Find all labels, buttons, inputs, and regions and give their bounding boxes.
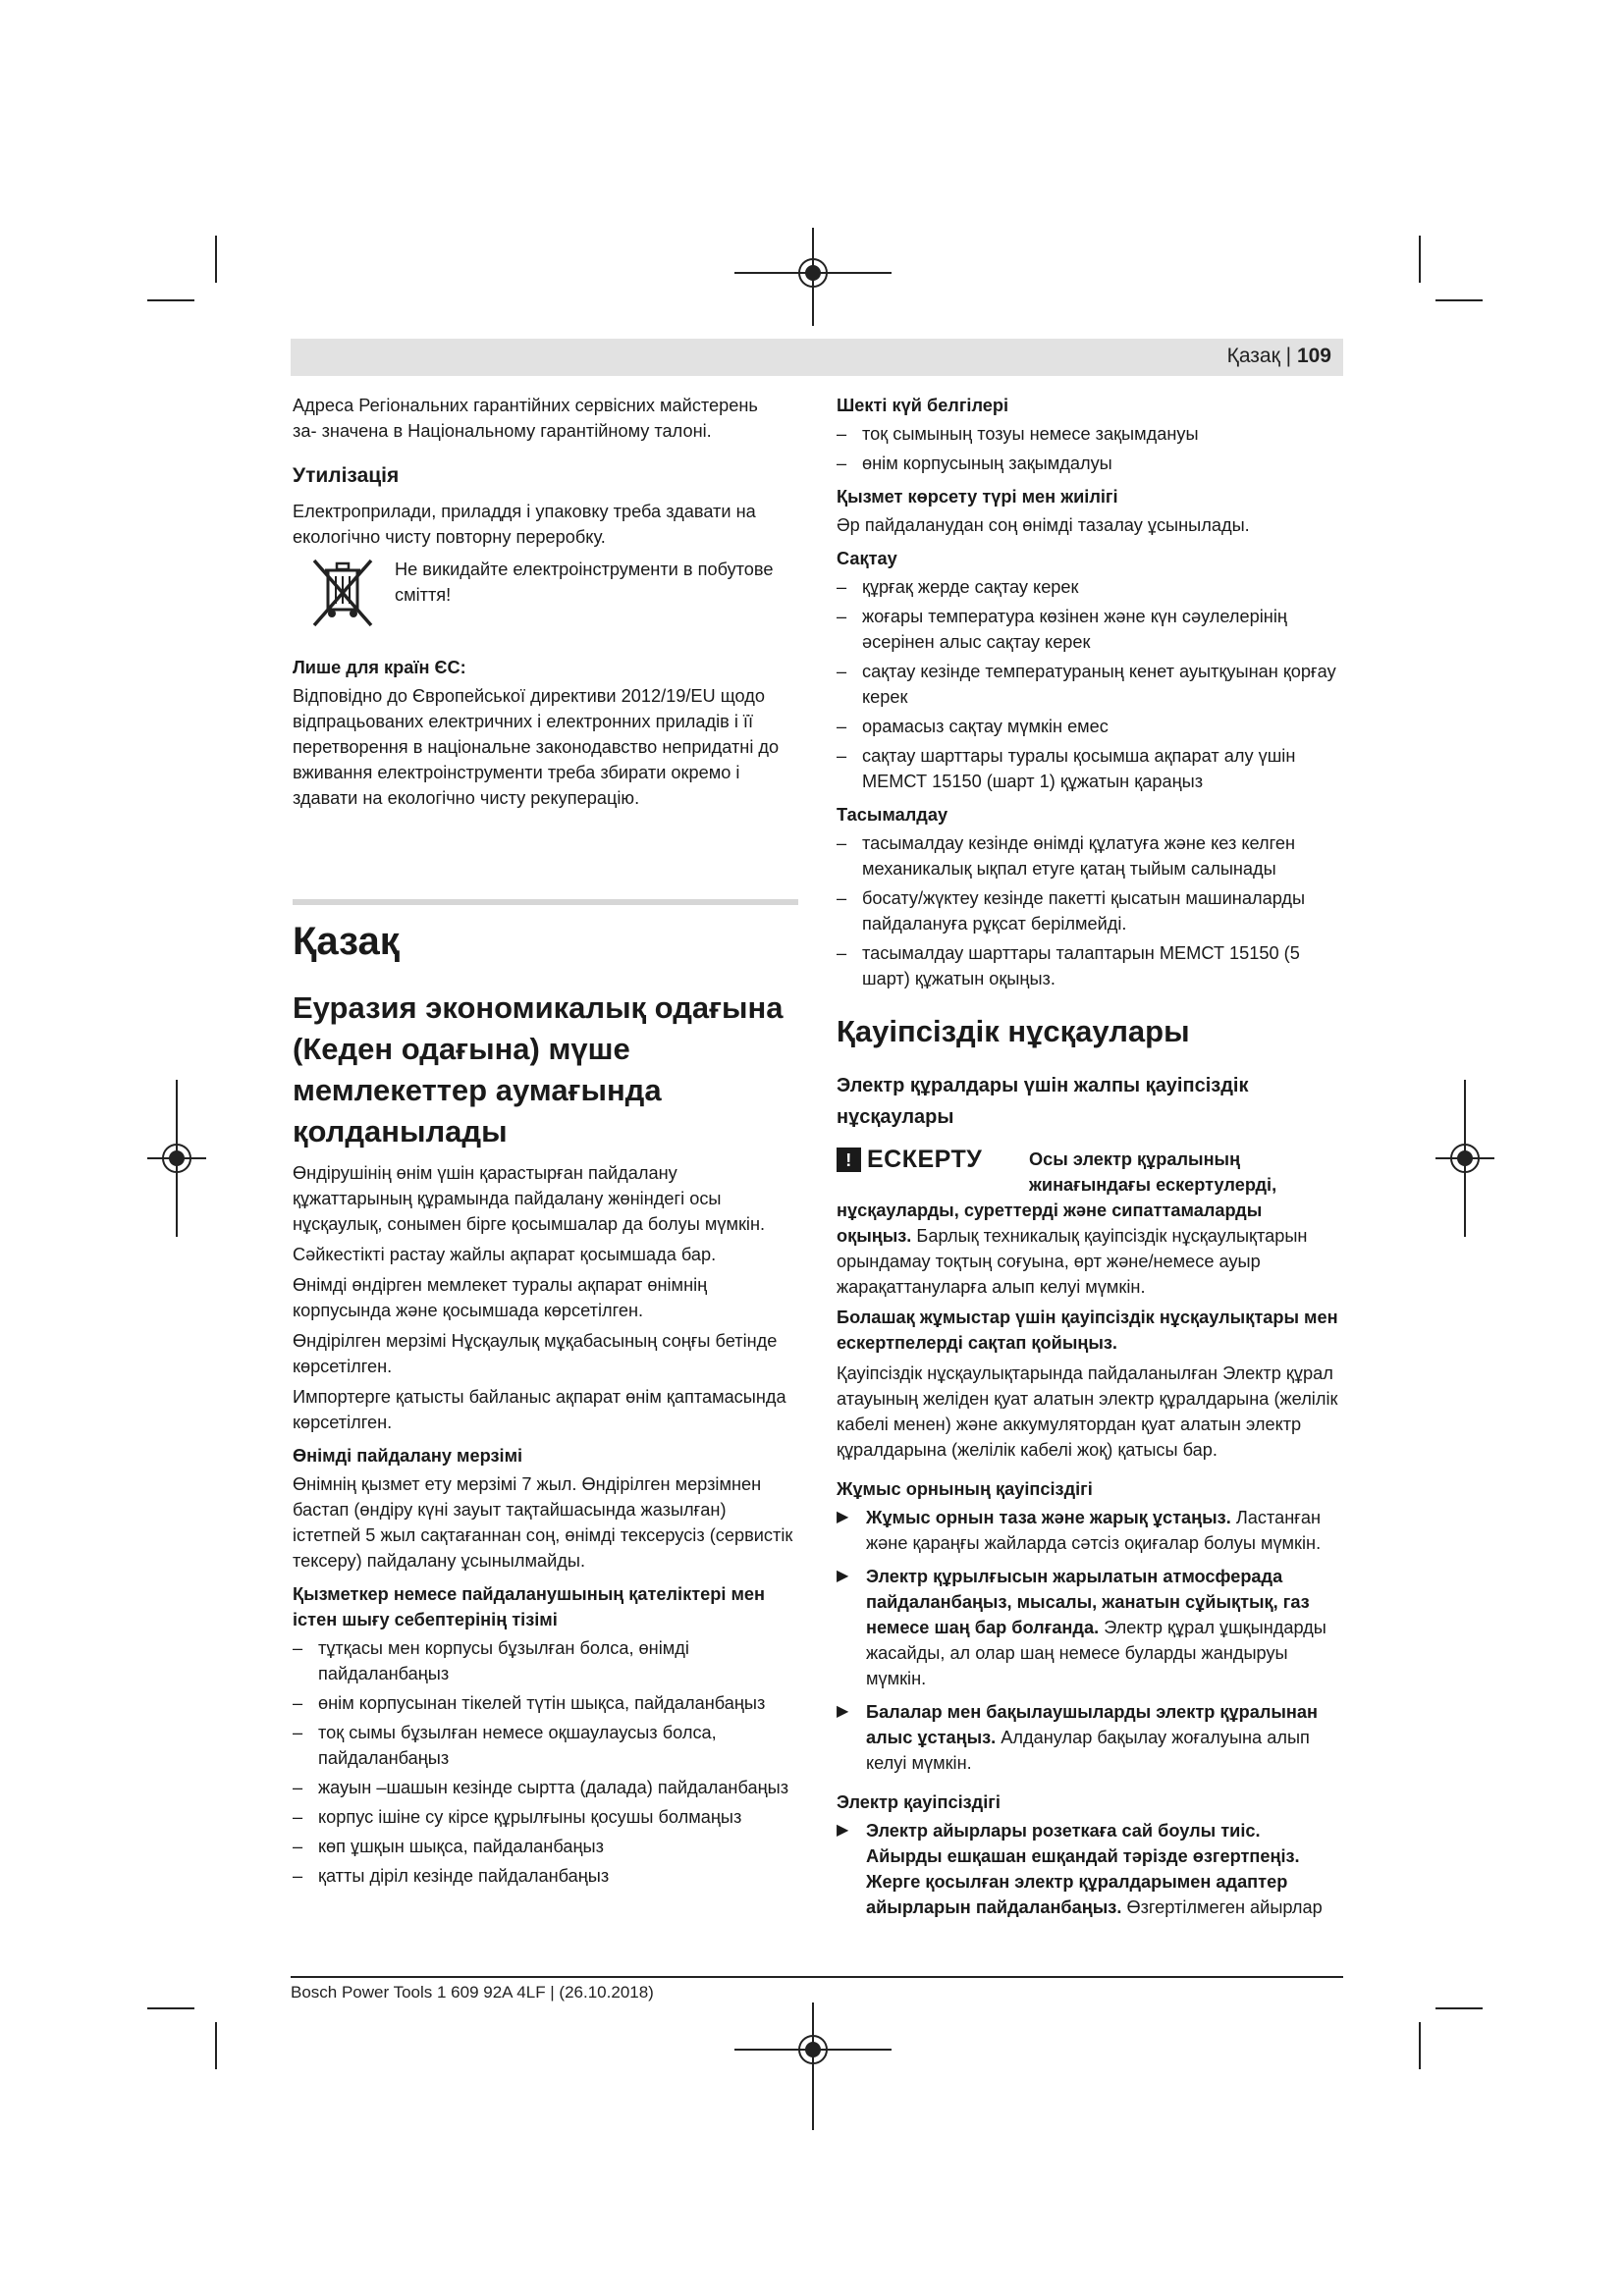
list-item: ▶ Электр құрылғысын жарылатын атмосферада пайдаланбаңыз, мысалы, жанатын сұйықтық, газ немесе шаң бар болғанда. Электр құрал ұшқындарды жасайды, ал олар шаң немесе буларды жандыруы мүмкін.	[837, 1564, 1341, 1691]
header-separator: |	[1285, 345, 1292, 367]
safety-heading: Қауіпсіздік нұсқаулары	[837, 1014, 1190, 1048]
kz-paragraph-1: Өндірушінің өнім үшін қарастырған пайдалану құжаттарының құрамында пайдалану жөніндегі осы нұсқаулық, сонымен бірге қосымшалар да болуы мүмкін.	[293, 1163, 766, 1234]
language-title: Қазақ	[293, 920, 400, 963]
warning-label: ! ЕСКЕРТУ	[837, 1147, 1029, 1172]
bullet-arrow-icon: ▶	[837, 1822, 849, 1839]
workplace-heading: Жұмыс орнының қауіпсіздігі	[837, 1479, 1093, 1499]
warning-block	[837, 1147, 1341, 1198]
disposal-heading: Утилізація	[293, 464, 400, 487]
list-item: ▶ Жұмыс орнын таза және жарық ұстаңыз. Ластанған және қараңғы жайларда сәтсіз оқиғалар болуы мүмкін.	[837, 1505, 1341, 1556]
list-item: – жауын –шашын кезінде сыртта (далада) пайдаланбаңыз	[293, 1778, 789, 1797]
crop-mark-top-right-h	[1435, 299, 1483, 301]
registration-target-left	[147, 1080, 206, 1237]
crop-mark-top-left-v	[215, 236, 217, 283]
electric-heading: Электр қауіпсіздігі	[837, 1792, 1001, 1812]
kz-paragraph-2: Сәйкестікті растау жайлы ақпарат қосымшада бар.	[293, 1245, 717, 1264]
registration-target-bottom	[734, 2002, 892, 2130]
footer-rule	[291, 1976, 1343, 1978]
intro-text	[293, 393, 798, 444]
list-item: – тоқ сымы бұзылған немесе оқшаулаусыз болса, пайдаланбаңыз	[293, 1723, 717, 1768]
crop-mark-bottom-right-h	[1435, 2007, 1483, 2009]
service-text: Әр пайдаланудан соң өнімді тазалау ұсынылады.	[837, 515, 1250, 535]
list-item: – өнім корпусының зақымдалуы	[837, 454, 1112, 473]
eu-text: Відповідно до Європейської директиви 2012/19/EU щодо відпрацьованих електричних і електронних приладів і її перетворення в національне законодавство непридатні до вживання електроінструменти треба збирати окремо і здавати на екологічно чисту рекуперацію.	[293, 686, 780, 808]
list-item: – өнім корпусынан тікелей түтін шықса, пайдаланбаңыз	[293, 1693, 766, 1713]
list-item: – тасымалдау кезінде өнімді құлатуға және кез келген механикалық ықпал етуге қатаң тыйым салынады	[837, 833, 1296, 879]
general-safety-heading: Электр құралдары үшін жалпы қауіпсіздік нұсқаулары	[837, 1075, 1249, 1128]
list-item: – қатты діріл кезінде пайдаланбаңыз	[293, 1866, 610, 1886]
bin-text: Не викидайте електроінструменти в побутове сміття!	[395, 560, 774, 605]
list-item: ▶ Электр айырлары розеткаға сай боулы тиіс. Айырды ешқашан ешқандай тәрізде өзгертпеңіз. Жерге қосылған электр құралдарымен адаптер айырларын пайдаланбаңыз. Өзгертілмеген айырлар	[837, 1818, 1341, 1920]
term-text: Қауіпсіздік нұсқаулықтарында пайдаланылған Электр құрал атауының желіден қуат алатын электр құралдарына (желілік кабелі менен) және аккумулятордан қуат алатын электр құралдарына (желілік кабелі жоқ) қатысы бар.	[837, 1363, 1338, 1460]
registration-target-top	[734, 228, 892, 326]
transport-heading: Тасымалдау	[837, 805, 948, 825]
header-language: Қазақ	[1226, 345, 1280, 367]
list-item: – құрғақ жерде сақтау керек	[837, 577, 1079, 597]
intro-line-2: за- значена в Національному гарантійному талоні.	[293, 421, 712, 441]
limit-heading: Шекті күй белгілері	[837, 396, 1009, 415]
keep-instructions: Болашақ жұмыстар үшін қауіпсіздік нұсқаулықтары мен ескертпелерді сақтап қойыңыз.	[837, 1308, 1338, 1353]
list-item: – сақтау кезінде температураның кенет ауытқуынан қорғау керек	[837, 662, 1336, 707]
list-item: – орамасыз сақтау мүмкін емес	[837, 717, 1109, 736]
lifetime-heading: Өнімді пайдалану мерзімі	[293, 1446, 523, 1466]
list-item: – тоқ сымының тозуы немесе зақымдануы	[837, 424, 1199, 444]
warning-triangle-icon: !	[837, 1148, 861, 1172]
crop-mark-bottom-right-v	[1419, 2022, 1421, 2069]
list-item: ▶ Балалар мен бақылаушыларды электр құралынан алыс ұстаңыз. Алданулар бақылау жоғалуына алып келуі мүмкін.	[837, 1699, 1341, 1776]
crop-mark-bottom-left-h	[147, 2007, 194, 2009]
list-item: – сақтау шарттары туралы қосымша ақпарат алу үшін МЕМСТ 15150 (шарт 1) құжатын қараңыз	[837, 746, 1296, 791]
warning-bold-1: Осы электр құралының жинағындағы ескертулерді,	[1029, 1149, 1277, 1195]
list-item: – көп ұшқын шықса, пайдаланбаңыз	[293, 1837, 604, 1856]
list-item: – жоғары температура көзінен және күн сәулелерінің әсерінен алыс сақтау керек	[837, 607, 1287, 652]
disposal-text: Електроприлади, приладдя і упаковку треба здавати на екологічно чисту повторну переробку.	[293, 502, 756, 547]
crop-mark-bottom-left-v	[215, 2022, 217, 2069]
kz-paragraph-3: Өнімді өндірген мемлекет туралы ақпарат өнімнің корпусында және қосымшада көрсетілген.	[293, 1275, 708, 1320]
crossed-out-bin-icon	[293, 555, 391, 633]
bin-notice	[293, 555, 798, 633]
page-header	[291, 339, 1343, 376]
failures-heading: Қызметкер немесе пайдаланушының қателіктері мен істен шығу себептерінің тізімі	[293, 1584, 766, 1629]
kz-paragraph-5: Импортерге қатысты байланыс ақпарат өнім қаптамасында көрсетілген.	[293, 1387, 786, 1432]
eu-heading: Лише для країн ЄС:	[293, 658, 466, 677]
intro-line-1: Адреса Регіональних гарантійних сервісних майстерень	[293, 396, 758, 415]
list-item: – тұтқасы мен корпусы бұзылған болса, өнімді пайдаланбаңыз	[293, 1638, 689, 1683]
kz-paragraph-4: Өндірілген мерзімі Нұсқаулық мұқабасының соңғы бетінде көрсетілген.	[293, 1331, 778, 1376]
failures-list	[293, 1635, 798, 1889]
warning-bold-2: нұсқауларды, суреттерді және сипаттамаларды оқыңыз.	[837, 1201, 1263, 1246]
list-item: – тасымалдау шарттары талаптарын МЕМСТ 15150 (5 шарт) құжатын оқыңыз.	[837, 943, 1300, 988]
storage-heading: Сақтау	[837, 549, 897, 568]
crop-mark-top-right-v	[1419, 236, 1421, 283]
warning-text: Барлық техникалық қауіпсіздік нұсқаулықтарын орындамау тоқтың соғуына, өрт және/немесе ауыр жарақаттануларға алып келуі мүмкін.	[837, 1226, 1308, 1297]
list-item: – босату/жүктеу кезінде пакетті қысатын машиналарды пайдалануға рұқсат берілмейді.	[837, 888, 1306, 934]
right-column	[837, 393, 1341, 1928]
bullet-arrow-icon: ▶	[837, 1509, 849, 1525]
bullet-arrow-icon: ▶	[837, 1703, 849, 1720]
eaeu-heading: Еуразия экономикалық одағына (Кеден одағына) мүше мемлекеттер аумағында қолданылады	[293, 990, 784, 1148]
section-divider	[293, 899, 798, 905]
list-item: – корпус ішіне су кірсе құрылғыны қосушы болмаңыз	[293, 1807, 742, 1827]
service-heading: Қызмет көрсету түрі мен жиілігі	[837, 487, 1118, 507]
warning-paragraph	[837, 1198, 1341, 1300]
left-column	[293, 393, 798, 1893]
lifetime-text: Өнімнің қызмет ету мерзімі 7 жыл. Өндірілген мерзімнен бастап (өндіру күні зауыт тақтайшасында жазылған) істетпей 5 жыл сақтағаннан соң, өнімді тексерусіз (сервистік тексеру) пайдалану ұсынылмайды.	[293, 1474, 793, 1571]
header-text	[1227, 345, 1331, 368]
registration-target-right	[1435, 1080, 1494, 1237]
crop-mark-top-left-h	[147, 299, 194, 301]
bullet-arrow-icon: ▶	[837, 1568, 849, 1584]
footer-text: Bosch Power Tools 1 609 92A 4LF | (26.10.2018)	[291, 1983, 654, 2002]
page-number: 109	[1296, 345, 1331, 367]
